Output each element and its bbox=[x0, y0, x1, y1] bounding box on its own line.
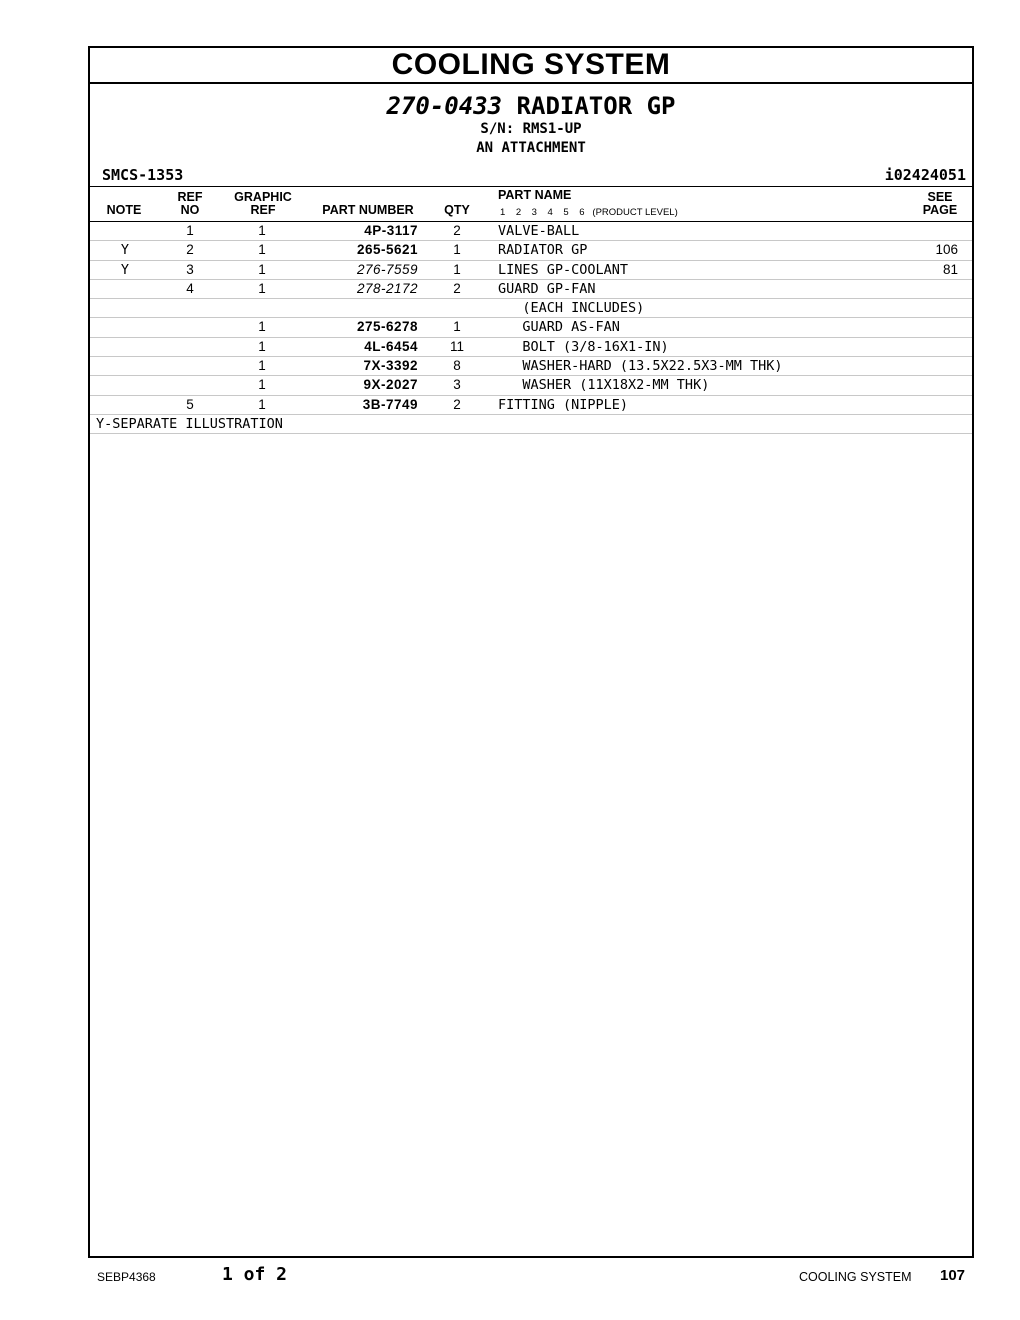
table-row bbox=[90, 241, 972, 260]
group-header bbox=[90, 92, 972, 158]
graphic-ref-cell: 1 bbox=[258, 223, 266, 238]
part-name-cell: LINES GP-COOLANT bbox=[498, 261, 629, 278]
group-title bbox=[90, 92, 972, 120]
page-footer bbox=[0, 1264, 1020, 1288]
part-number-cell[interactable]: 3B-7749 bbox=[362, 396, 418, 412]
table-row bbox=[90, 222, 972, 241]
qty-cell: 2 bbox=[453, 280, 461, 296]
table-row bbox=[90, 299, 972, 318]
qty-cell: 1 bbox=[453, 242, 461, 258]
qty-cell: 8 bbox=[453, 358, 461, 374]
col-graphic-top: GRAPHIC bbox=[234, 190, 292, 204]
qty-cell: 2 bbox=[453, 396, 461, 412]
footer-section: COOLING SYSTEM bbox=[799, 1270, 912, 1284]
graphic-ref-cell: 1 bbox=[258, 319, 266, 335]
section-title: COOLING SYSTEM bbox=[90, 48, 972, 84]
note-legend: Y-SEPARATE ILLUSTRATION bbox=[96, 415, 283, 432]
qty-cell: 11 bbox=[449, 338, 464, 354]
col-see-bottom: PAGE bbox=[922, 203, 958, 217]
ref-no-cell: 5 bbox=[186, 396, 194, 412]
part-name-cell: BOLT (3/8-16X1-IN) bbox=[498, 338, 669, 355]
part-name-cell: (EACH INCLUDES) bbox=[498, 300, 645, 317]
part-number-cell[interactable]: 265-5621 bbox=[356, 242, 418, 258]
col-note: NOTE bbox=[106, 203, 142, 217]
qty-cell: 2 bbox=[453, 223, 461, 238]
qty-cell: 3 bbox=[453, 377, 461, 393]
graphic-ref-cell: 1 bbox=[258, 358, 266, 374]
graphic-ref-cell: 1 bbox=[258, 242, 266, 258]
table-row bbox=[90, 318, 972, 337]
col-part-number: PART NUMBER bbox=[322, 203, 414, 217]
table-row bbox=[90, 396, 972, 415]
group-part-number[interactable]: 270-0433 bbox=[386, 92, 503, 120]
group-type: AN ATTACHMENT bbox=[476, 140, 586, 156]
col-product-levels: 1 2 3 4 5 6 (PRODUCT LEVEL) bbox=[500, 207, 678, 218]
smcs-row bbox=[90, 166, 972, 187]
part-number-cell[interactable]: 278-2172 bbox=[356, 280, 418, 296]
part-name-cell: FITTING (NIPPLE) bbox=[498, 396, 629, 413]
column-header bbox=[90, 187, 972, 222]
note-cell: Y bbox=[120, 261, 130, 278]
graphic-ref-cell: 1 bbox=[258, 396, 266, 412]
part-name-cell: RADIATOR GP bbox=[498, 242, 588, 259]
page-number: 107 bbox=[940, 1267, 966, 1284]
table-row bbox=[90, 261, 972, 280]
smcs-code: SMCS-1353 bbox=[102, 166, 184, 184]
note-cell: Y bbox=[120, 242, 130, 259]
qty-cell: 1 bbox=[453, 261, 461, 277]
ref-no-cell: 4 bbox=[186, 280, 194, 296]
page-of: 1 of 2 bbox=[222, 1264, 288, 1285]
part-number-cell[interactable]: 276-7559 bbox=[356, 261, 418, 277]
illustration-id: i02424051 bbox=[884, 166, 966, 184]
part-name-cell: WASHER-HARD (13.5X22.5X3-MM THK) bbox=[498, 358, 783, 375]
part-name-cell: GUARD GP-FAN bbox=[498, 280, 596, 297]
col-see-top: SEE bbox=[927, 190, 953, 204]
part-number-cell[interactable]: 4P-3117 bbox=[364, 223, 418, 238]
col-qty: QTY bbox=[444, 203, 470, 217]
ref-no-cell: 2 bbox=[186, 242, 194, 258]
group-name: RADIATOR GP bbox=[516, 92, 676, 120]
part-name-cell: GUARD AS-FAN bbox=[498, 319, 620, 336]
page-frame bbox=[88, 46, 974, 1258]
table-row bbox=[90, 357, 972, 376]
part-name-cell: WASHER (11X18X2-MM THK) bbox=[498, 377, 710, 394]
table-row bbox=[90, 280, 972, 299]
parts-table bbox=[90, 222, 972, 415]
graphic-ref-cell: 1 bbox=[258, 377, 266, 393]
graphic-ref-cell: 1 bbox=[258, 280, 266, 296]
col-part-name: PART NAME bbox=[498, 188, 572, 202]
part-number-cell[interactable]: 275-6278 bbox=[356, 319, 418, 335]
doc-number: SEBP4368 bbox=[97, 1270, 156, 1284]
col-ref-bottom: NO bbox=[180, 203, 200, 217]
serial-range: S/N: RMS1-UP bbox=[480, 121, 582, 137]
qty-cell: 1 bbox=[453, 319, 461, 335]
col-ref-top: REF bbox=[177, 190, 203, 204]
part-number-cell[interactable]: 7X-3392 bbox=[363, 358, 418, 374]
ref-no-cell: 1 bbox=[186, 223, 194, 238]
graphic-ref-cell: 1 bbox=[258, 261, 266, 277]
see-page-cell[interactable]: 81 bbox=[942, 261, 958, 277]
table-row bbox=[90, 338, 972, 357]
part-number-cell[interactable]: 9X-2027 bbox=[363, 377, 418, 393]
col-graphic-bottom: REF bbox=[250, 203, 276, 217]
graphic-ref-cell: 1 bbox=[258, 338, 266, 354]
table-row bbox=[90, 376, 972, 395]
ref-no-cell: 3 bbox=[186, 261, 194, 277]
part-number-cell[interactable]: 4L-6454 bbox=[364, 338, 418, 354]
see-page-cell[interactable]: 106 bbox=[935, 242, 958, 258]
part-name-cell: VALVE-BALL bbox=[498, 223, 580, 239]
note-legend-row bbox=[90, 415, 972, 434]
